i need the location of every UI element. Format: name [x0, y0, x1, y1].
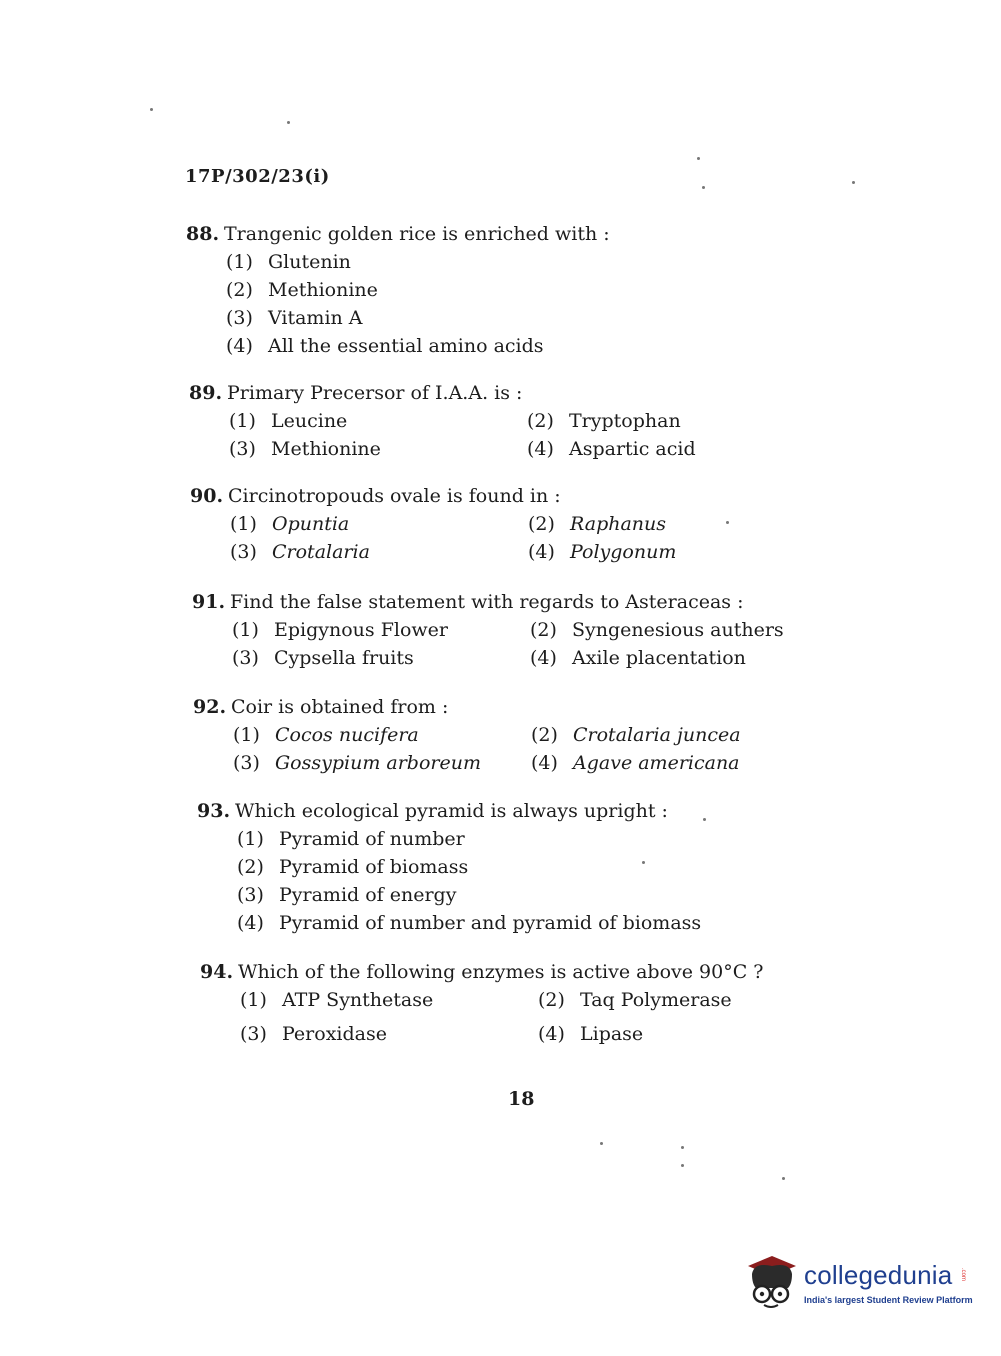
option-3 [230, 538, 528, 566]
option-number: (3) [240, 1023, 267, 1045]
option-2 [527, 407, 787, 435]
scan-speck [782, 1177, 785, 1180]
collegedunia-logo [742, 1250, 972, 1320]
option-text: Methionine [271, 438, 381, 460]
option-number: (2) [528, 513, 555, 535]
option-text: Gossypium arboreum [275, 752, 481, 774]
option-number: (3) [226, 307, 253, 329]
question-number: 88. [186, 223, 220, 245]
option-number: (1) [226, 251, 253, 273]
brand-suffix: .com [960, 1268, 966, 1282]
graduate-mascot-icon [742, 1252, 800, 1310]
option-number: (4) [528, 541, 555, 563]
option-text: Cocos nucifera [275, 724, 419, 746]
option-number: (2) [237, 856, 264, 878]
question-number: 91. [192, 591, 226, 613]
option-text: Methionine [268, 279, 378, 301]
question-88 [186, 220, 610, 360]
option-text: Peroxidase [282, 1023, 387, 1045]
option-text: Pyramid of number and pyramid of biomass [279, 912, 702, 934]
option-2 [237, 853, 701, 881]
question-text: Trangenic golden rice is enriched with : [224, 223, 610, 245]
option-text: Crotalaria juncea [573, 724, 741, 746]
option-2 [226, 276, 610, 304]
option-4 [530, 644, 790, 672]
scan-speck [703, 818, 706, 821]
option-1 [230, 510, 528, 538]
option-2 [530, 616, 790, 644]
question-text: Find the false statement with regards to Asteraceas : [230, 591, 744, 613]
option-text: Vitamin A [268, 307, 363, 329]
option-4 [226, 332, 610, 360]
question-number: 89. [189, 382, 223, 404]
option-text: Leucine [271, 410, 348, 432]
option-number: (1) [237, 828, 264, 850]
option-text: Pyramid of number [279, 828, 465, 850]
option-text: ATP Synthetase [282, 989, 434, 1011]
scan-speck [702, 186, 705, 189]
scan-speck [852, 181, 855, 184]
option-4 [528, 538, 788, 566]
option-text: Cypsella fruits [274, 647, 414, 669]
question-90 [190, 482, 788, 566]
option-number: (4) [531, 752, 558, 774]
question-text: Which ecological pyramid is always upright : [235, 800, 668, 822]
option-3 [229, 435, 527, 463]
option-3 [237, 881, 701, 909]
question-93 [197, 797, 701, 937]
question-number: 94. [200, 961, 234, 983]
scan-speck [600, 1142, 603, 1145]
option-number: (4) [226, 335, 253, 357]
option-1 [240, 986, 538, 1014]
question-text: Circinotropouds ovale is found in : [228, 485, 561, 507]
option-number: (3) [232, 647, 259, 669]
option-text: Syngenesious authers [572, 619, 784, 641]
option-text: Pyramid of biomass [279, 856, 469, 878]
scan-speck [681, 1164, 684, 1167]
option-number: (3) [229, 438, 256, 460]
question-89 [189, 379, 787, 463]
option-4 [527, 435, 787, 463]
option-number: (2) [226, 279, 253, 301]
option-text: Taq Polymerase [580, 989, 732, 1011]
scan-speck [642, 861, 645, 864]
option-text: Tryptophan [569, 410, 681, 432]
option-4 [538, 1020, 798, 1048]
option-2 [528, 510, 788, 538]
option-number: (1) [230, 513, 257, 535]
option-2 [531, 721, 791, 749]
option-text: Crotalaria [272, 541, 370, 563]
brand-name: collegedunia [804, 1260, 953, 1290]
option-number: (4) [538, 1023, 565, 1045]
option-number: (2) [538, 989, 565, 1011]
brand-tagline: India's largest Student Review Platform [804, 1295, 973, 1305]
option-number: (1) [233, 724, 260, 746]
option-number: (4) [527, 438, 554, 460]
option-text: Pyramid of energy [279, 884, 457, 906]
option-number: (1) [229, 410, 256, 432]
option-4 [237, 909, 701, 937]
option-2 [538, 986, 798, 1014]
scan-speck [726, 521, 729, 524]
option-number: (3) [230, 541, 257, 563]
option-3 [226, 304, 610, 332]
option-text: Aspartic acid [569, 438, 696, 460]
question-text: Primary Precersor of I.A.A. is : [227, 382, 523, 404]
scan-speck [681, 1146, 684, 1149]
option-text: Polygonum [570, 541, 677, 563]
option-1 [233, 721, 531, 749]
option-text: Agave americana [573, 752, 740, 774]
question-94 [200, 958, 798, 1048]
option-3 [233, 749, 531, 777]
scan-speck [150, 108, 153, 111]
question-number: 92. [193, 696, 227, 718]
option-number: (3) [233, 752, 260, 774]
option-number: (4) [237, 912, 264, 934]
question-number: 93. [197, 800, 231, 822]
question-text: Which of the following enzymes is active above 90°C ? [238, 961, 764, 983]
option-text: Glutenin [268, 251, 351, 273]
option-number: (2) [531, 724, 558, 746]
question-92 [193, 693, 791, 777]
option-4 [531, 749, 791, 777]
option-text: Opuntia [272, 513, 350, 535]
option-1 [237, 825, 701, 853]
question-number: 90. [190, 485, 224, 507]
option-text: All the essential amino acids [268, 335, 544, 357]
option-number: (4) [530, 647, 557, 669]
scan-speck [697, 157, 700, 160]
option-number: (2) [527, 410, 554, 432]
option-3 [240, 1020, 538, 1048]
option-1 [232, 616, 530, 644]
option-number: (1) [240, 989, 267, 1011]
option-1 [229, 407, 527, 435]
question-91 [192, 588, 790, 672]
paper-code: 17P/302/23(i) [185, 166, 330, 187]
option-text: Axile placentation [572, 647, 746, 669]
option-number: (2) [530, 619, 557, 641]
option-number: (1) [232, 619, 259, 641]
question-text: Coir is obtained from : [231, 696, 449, 718]
option-text: Lipase [580, 1023, 644, 1045]
option-text: Epigynous Flower [274, 619, 448, 641]
option-3 [232, 644, 530, 672]
scan-speck [287, 121, 290, 124]
option-1 [226, 248, 610, 276]
option-number: (3) [237, 884, 264, 906]
page-number: 18 [508, 1088, 535, 1110]
option-text: Raphanus [570, 513, 667, 535]
